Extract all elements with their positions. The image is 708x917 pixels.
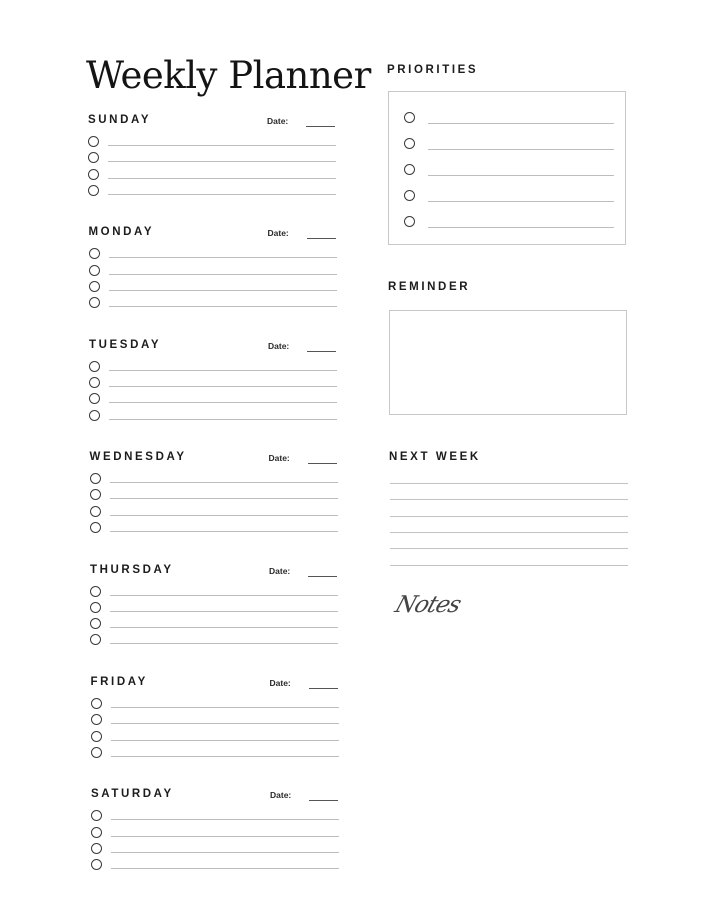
day-section-wednesday <box>89 451 340 543</box>
day-name: SUNDAY <box>88 114 152 126</box>
task-line[interactable] <box>111 756 339 757</box>
checkbox-circle-icon[interactable] <box>91 859 102 870</box>
task-line[interactable] <box>109 274 337 275</box>
day-section-tuesday <box>89 338 339 431</box>
checkbox-circle-icon[interactable] <box>91 747 102 758</box>
next-week-heading: NEXT WEEK <box>389 451 481 463</box>
task-item <box>90 506 340 522</box>
date-field[interactable] <box>308 576 337 577</box>
checkbox-circle-icon[interactable] <box>89 248 100 259</box>
day-name: WEDNESDAY <box>89 451 187 464</box>
task-line[interactable] <box>109 402 337 403</box>
next-week-line[interactable] <box>390 565 628 566</box>
task-line[interactable] <box>110 531 338 532</box>
task-line[interactable] <box>110 595 338 596</box>
checkbox-circle-icon[interactable] <box>91 714 102 725</box>
task-line[interactable] <box>111 723 339 724</box>
next-week-line[interactable] <box>390 532 628 533</box>
checkbox-circle-icon[interactable] <box>89 297 100 308</box>
day-section-thursday <box>90 563 340 656</box>
task-line[interactable] <box>108 161 336 162</box>
checkbox-circle-icon[interactable] <box>90 634 101 645</box>
checkbox-circle-icon[interactable] <box>89 393 100 404</box>
task-item <box>90 522 340 538</box>
next-week-line[interactable] <box>390 548 628 549</box>
date-field[interactable] <box>306 126 335 127</box>
date-label: Date: <box>268 453 290 464</box>
date-field[interactable] <box>309 688 338 689</box>
checkbox-circle-icon[interactable] <box>88 185 99 196</box>
task-item <box>91 747 341 763</box>
task-item <box>91 698 341 714</box>
day-name: TUESDAY <box>89 338 162 351</box>
task-line[interactable] <box>109 257 337 258</box>
reminder-box[interactable] <box>389 310 627 415</box>
day-name: MONDAY <box>88 226 155 239</box>
priority-item <box>404 112 614 128</box>
checkbox-circle-icon[interactable] <box>90 506 101 517</box>
page-title: Weekly Planner <box>86 54 371 97</box>
day-name: THURSDAY <box>90 563 174 576</box>
checkbox-circle-icon[interactable] <box>91 843 102 854</box>
day-section-saturday <box>91 788 341 880</box>
task-line[interactable] <box>110 515 338 516</box>
date-label: Date: <box>268 340 290 351</box>
next-week-line[interactable] <box>390 483 628 484</box>
priorities-heading: PRIORITIES <box>387 64 479 76</box>
task-item <box>89 361 339 377</box>
priority-item <box>404 138 614 154</box>
date-field[interactable] <box>307 351 336 352</box>
task-line[interactable] <box>109 370 337 371</box>
date-label: Date: <box>269 565 291 576</box>
task-item <box>88 136 338 152</box>
task-item <box>90 634 340 650</box>
checkbox-circle-icon[interactable] <box>91 810 102 821</box>
date-field[interactable] <box>307 238 336 239</box>
checkbox-circle-icon[interactable] <box>404 138 415 149</box>
date-field[interactable] <box>308 463 337 464</box>
priority-item <box>404 164 614 180</box>
task-item <box>89 248 339 264</box>
task-item <box>91 859 341 875</box>
date-label: Date: <box>270 790 292 801</box>
task-line[interactable] <box>110 643 338 644</box>
priority-line[interactable] <box>428 123 614 124</box>
checkbox-circle-icon[interactable] <box>89 361 100 372</box>
task-item <box>90 618 340 634</box>
task-item <box>88 185 338 201</box>
day-name: FRIDAY <box>90 676 148 688</box>
task-item <box>88 152 338 168</box>
checkbox-circle-icon[interactable] <box>88 169 99 180</box>
task-line[interactable] <box>110 611 338 612</box>
task-item <box>91 731 341 747</box>
task-line[interactable] <box>108 194 336 195</box>
checkbox-circle-icon[interactable] <box>89 265 100 276</box>
checkbox-circle-icon[interactable] <box>89 281 100 292</box>
checkbox-circle-icon[interactable] <box>90 586 101 597</box>
day-name: SATURDAY <box>91 788 174 801</box>
task-line[interactable] <box>109 419 337 420</box>
task-item <box>89 281 339 297</box>
task-line[interactable] <box>109 290 337 291</box>
date-label: Date: <box>269 678 291 688</box>
checkbox-circle-icon[interactable] <box>90 489 101 500</box>
task-item <box>89 297 339 313</box>
task-item <box>90 473 340 489</box>
task-item <box>89 393 339 409</box>
priority-line[interactable] <box>428 175 614 176</box>
date-field[interactable] <box>309 800 338 801</box>
task-line[interactable] <box>111 740 339 741</box>
priorities-box <box>388 91 626 245</box>
task-item <box>91 843 341 859</box>
task-line[interactable] <box>108 178 336 179</box>
task-item <box>91 714 341 730</box>
checkbox-circle-icon[interactable] <box>89 410 100 421</box>
checkbox-circle-icon[interactable] <box>90 618 101 629</box>
checkbox-circle-icon[interactable] <box>91 698 102 709</box>
next-week-line[interactable] <box>390 516 628 517</box>
task-line[interactable] <box>111 707 339 708</box>
notes-script-label: Notes <box>391 592 464 618</box>
priority-item <box>404 216 614 232</box>
task-line[interactable] <box>109 306 337 307</box>
task-line[interactable] <box>111 852 339 853</box>
day-section-sunday <box>88 114 338 206</box>
reminder-heading: REMINDER <box>388 281 471 293</box>
checkbox-circle-icon[interactable] <box>91 731 102 742</box>
task-item <box>91 810 341 826</box>
next-week-line[interactable] <box>390 499 628 500</box>
day-section-friday <box>90 676 341 768</box>
checkbox-circle-icon[interactable] <box>91 827 102 838</box>
checkbox-circle-icon[interactable] <box>89 377 100 388</box>
checkbox-circle-icon[interactable] <box>88 152 99 163</box>
task-line[interactable] <box>111 868 339 869</box>
priority-line[interactable] <box>428 201 614 202</box>
priority-item <box>404 190 614 206</box>
task-item <box>88 169 338 185</box>
task-line[interactable] <box>111 819 339 820</box>
priority-line[interactable] <box>428 227 614 228</box>
task-item <box>89 265 339 281</box>
checkbox-circle-icon[interactable] <box>88 136 99 147</box>
task-item <box>89 377 339 393</box>
task-line[interactable] <box>110 482 338 483</box>
task-line[interactable] <box>110 627 338 628</box>
checkbox-circle-icon[interactable] <box>404 216 415 227</box>
date-label: Date: <box>267 116 289 126</box>
task-line[interactable] <box>111 836 339 837</box>
checkbox-circle-icon[interactable] <box>90 602 101 613</box>
checkbox-circle-icon[interactable] <box>90 522 101 533</box>
task-line[interactable] <box>108 145 336 146</box>
task-line[interactable] <box>109 386 337 387</box>
date-label: Date: <box>267 228 289 239</box>
checkbox-circle-icon[interactable] <box>90 473 101 484</box>
task-item <box>90 489 340 505</box>
task-line[interactable] <box>110 498 338 499</box>
day-section-monday <box>88 226 339 318</box>
task-item <box>90 602 340 618</box>
checkbox-circle-icon[interactable] <box>404 164 415 175</box>
task-item <box>89 410 339 426</box>
task-item <box>90 586 340 602</box>
checkbox-circle-icon[interactable] <box>404 190 415 201</box>
checkbox-circle-icon[interactable] <box>404 112 415 123</box>
priority-line[interactable] <box>428 149 614 150</box>
task-item <box>91 827 341 843</box>
